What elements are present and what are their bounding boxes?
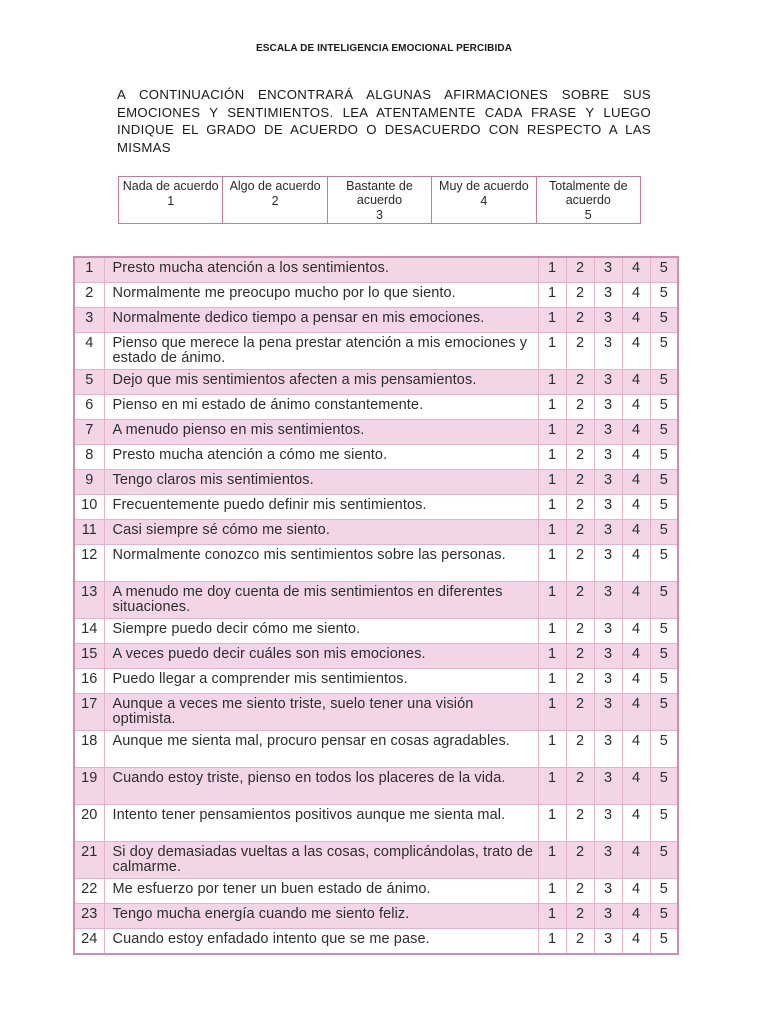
rating-option-4[interactable]: 4 xyxy=(622,520,650,545)
item-row xyxy=(74,470,678,495)
rating-option-3[interactable]: 3 xyxy=(594,929,622,955)
rating-option-2[interactable]: 2 xyxy=(566,520,594,545)
rating-option-4[interactable]: 4 xyxy=(622,395,650,420)
item-row xyxy=(74,768,678,805)
instructions-paragraph: A CONTINUACIÓN ENCONTRARÁ ALGUNAS AFIRMACIONES SOBRE SUS EMOCIONES Y SENTIMIENTOS. LEA ATENTAMENTE CADA FRASE Y LUEGO INDIQUE EL GRADO DE ACUERDO O DESACUERDO CON RESPECTO A LAS MISMAS xyxy=(117,87,651,155)
rating-option-1[interactable]: 1 xyxy=(538,694,566,731)
scale-value: 4 xyxy=(480,194,488,208)
rating-option-4[interactable]: 4 xyxy=(622,904,650,929)
rating-option-4[interactable]: 4 xyxy=(622,495,650,520)
rating-option-4[interactable]: 4 xyxy=(622,731,650,768)
rating-option-3[interactable]: 3 xyxy=(594,619,622,644)
item-row xyxy=(74,669,678,694)
item-statement: Aunque a veces me siento triste, suelo tener una visión optimista. xyxy=(104,694,538,731)
item-number: 3 xyxy=(74,308,104,333)
item-number: 13 xyxy=(74,582,104,619)
rating-option-2[interactable]: 2 xyxy=(566,257,594,283)
item-statement: Tengo mucha energía cuando me siento feliz. xyxy=(104,904,538,929)
rating-option-1[interactable]: 1 xyxy=(538,669,566,694)
item-statement: A veces puedo decir cuáles son mis emociones. xyxy=(104,644,538,669)
rating-option-2[interactable]: 2 xyxy=(566,582,594,619)
rating-option-5[interactable]: 5 xyxy=(650,420,678,445)
scale-label: Muy de acuerdo xyxy=(439,179,529,193)
rating-option-1[interactable]: 1 xyxy=(538,768,566,805)
rating-option-2[interactable]: 2 xyxy=(566,370,594,395)
item-number: 18 xyxy=(74,731,104,768)
item-row xyxy=(74,333,678,370)
rating-option-1[interactable]: 1 xyxy=(538,283,566,308)
rating-option-1[interactable]: 1 xyxy=(538,582,566,619)
item-number: 15 xyxy=(74,644,104,669)
rating-option-3[interactable]: 3 xyxy=(594,731,622,768)
item-row xyxy=(74,308,678,333)
item-number: 24 xyxy=(74,929,104,955)
scale-row xyxy=(119,177,641,224)
item-statement: Frecuentemente puedo definir mis sentimientos. xyxy=(104,495,538,520)
rating-option-5[interactable]: 5 xyxy=(650,929,678,955)
scale-label: Totalmente de acuerdo xyxy=(549,179,628,207)
rating-option-3[interactable]: 3 xyxy=(594,420,622,445)
item-row xyxy=(74,904,678,929)
rating-option-2[interactable]: 2 xyxy=(566,904,594,929)
rating-option-3[interactable]: 3 xyxy=(594,768,622,805)
rating-option-2[interactable]: 2 xyxy=(566,669,594,694)
item-statement: Pienso que merece la pena prestar atención a mis emociones y estado de ánimo. xyxy=(104,333,538,370)
rating-option-1[interactable]: 1 xyxy=(538,395,566,420)
item-number: 1 xyxy=(74,257,104,283)
scale-value: 5 xyxy=(584,208,592,222)
rating-option-5[interactable]: 5 xyxy=(650,879,678,904)
rating-option-5[interactable]: 5 xyxy=(650,520,678,545)
item-number: 11 xyxy=(74,520,104,545)
item-statement: Casi siempre sé cómo me siento. xyxy=(104,520,538,545)
item-statement: Puedo llegar a comprender mis sentimientos. xyxy=(104,669,538,694)
rating-option-2[interactable]: 2 xyxy=(566,470,594,495)
rating-option-2[interactable]: 2 xyxy=(566,619,594,644)
rating-option-1[interactable]: 1 xyxy=(538,495,566,520)
rating-option-2[interactable]: 2 xyxy=(566,805,594,842)
scale-cell xyxy=(432,177,536,224)
item-row xyxy=(74,879,678,904)
item-statement: A menudo me doy cuenta de mis sentimientos en diferentes situaciones. xyxy=(104,582,538,619)
questionnaire-table xyxy=(73,256,679,955)
rating-option-2[interactable]: 2 xyxy=(566,445,594,470)
item-number: 19 xyxy=(74,768,104,805)
item-statement: Aunque me sienta mal, procuro pensar en cosas agradables. xyxy=(104,731,538,768)
item-row xyxy=(74,520,678,545)
rating-option-4[interactable]: 4 xyxy=(622,619,650,644)
item-number: 10 xyxy=(74,495,104,520)
rating-option-5[interactable]: 5 xyxy=(650,731,678,768)
rating-option-4[interactable]: 4 xyxy=(622,669,650,694)
scale-label: Nada de acuerdo xyxy=(122,179,219,193)
rating-option-4[interactable]: 4 xyxy=(622,445,650,470)
rating-option-3[interactable]: 3 xyxy=(594,669,622,694)
rating-option-4[interactable]: 4 xyxy=(622,257,650,283)
rating-option-3[interactable]: 3 xyxy=(594,370,622,395)
item-row xyxy=(74,731,678,768)
rating-option-5[interactable]: 5 xyxy=(650,308,678,333)
item-statement: Siempre puedo decir cómo me siento. xyxy=(104,619,538,644)
item-statement: Intento tener pensamientos positivos aunque me sienta mal. xyxy=(104,805,538,842)
rating-option-3[interactable]: 3 xyxy=(594,520,622,545)
rating-option-5[interactable]: 5 xyxy=(650,619,678,644)
rating-option-4[interactable]: 4 xyxy=(622,370,650,395)
item-row xyxy=(74,545,678,582)
rating-option-1[interactable]: 1 xyxy=(538,420,566,445)
rating-option-5[interactable]: 5 xyxy=(650,669,678,694)
rating-option-5[interactable]: 5 xyxy=(650,283,678,308)
item-number: 12 xyxy=(74,545,104,582)
rating-option-2[interactable]: 2 xyxy=(566,395,594,420)
item-number: 2 xyxy=(74,283,104,308)
rating-option-3[interactable]: 3 xyxy=(594,283,622,308)
rating-option-3[interactable]: 3 xyxy=(594,904,622,929)
rating-option-4[interactable]: 4 xyxy=(622,879,650,904)
rating-option-5[interactable]: 5 xyxy=(650,545,678,582)
item-number: 22 xyxy=(74,879,104,904)
item-number: 16 xyxy=(74,669,104,694)
item-number: 17 xyxy=(74,694,104,731)
rating-option-2[interactable]: 2 xyxy=(566,495,594,520)
item-row xyxy=(74,370,678,395)
rating-option-5[interactable]: 5 xyxy=(650,470,678,495)
scale-label: Algo de acuerdo xyxy=(229,179,321,193)
item-number: 4 xyxy=(74,333,104,370)
rating-option-5[interactable]: 5 xyxy=(650,904,678,929)
rating-option-1[interactable]: 1 xyxy=(538,445,566,470)
rating-option-3[interactable]: 3 xyxy=(594,333,622,370)
rating-option-1[interactable]: 1 xyxy=(538,470,566,495)
rating-option-4[interactable]: 4 xyxy=(622,805,650,842)
rating-option-5[interactable]: 5 xyxy=(650,842,678,879)
rating-option-2[interactable]: 2 xyxy=(566,420,594,445)
item-statement: Cuando estoy enfadado intento que se me pase. xyxy=(104,929,538,955)
rating-option-4[interactable]: 4 xyxy=(622,644,650,669)
rating-option-4[interactable]: 4 xyxy=(622,308,650,333)
document-title: ESCALA DE INTELIGENCIA EMOCIONAL PERCIBIDA xyxy=(255,43,513,54)
rating-option-4[interactable]: 4 xyxy=(622,842,650,879)
rating-option-5[interactable]: 5 xyxy=(650,805,678,842)
rating-option-3[interactable]: 3 xyxy=(594,495,622,520)
rating-option-5[interactable]: 5 xyxy=(650,445,678,470)
rating-option-1[interactable]: 1 xyxy=(538,842,566,879)
item-row xyxy=(74,694,678,731)
rating-option-2[interactable]: 2 xyxy=(566,545,594,582)
rating-option-5[interactable]: 5 xyxy=(650,370,678,395)
rating-option-1[interactable]: 1 xyxy=(538,333,566,370)
item-row xyxy=(74,420,678,445)
rating-option-2[interactable]: 2 xyxy=(566,694,594,731)
scale-cell xyxy=(327,177,431,224)
rating-option-4[interactable]: 4 xyxy=(622,283,650,308)
rating-option-1[interactable]: 1 xyxy=(538,308,566,333)
rating-option-1[interactable]: 1 xyxy=(538,545,566,582)
item-number: 9 xyxy=(74,470,104,495)
item-statement: Normalmente dedico tiempo a pensar en mis emociones. xyxy=(104,308,538,333)
scale-value: 3 xyxy=(376,208,383,222)
rating-option-4[interactable]: 4 xyxy=(622,582,650,619)
item-statement: Me esfuerzo por tener un buen estado de ánimo. xyxy=(104,879,538,904)
item-row xyxy=(74,582,678,619)
rating-option-3[interactable]: 3 xyxy=(594,694,622,731)
rating-option-5[interactable]: 5 xyxy=(650,257,678,283)
item-number: 23 xyxy=(74,904,104,929)
rating-option-3[interactable]: 3 xyxy=(594,842,622,879)
item-row xyxy=(74,257,678,283)
rating-option-4[interactable]: 4 xyxy=(622,929,650,955)
item-statement: Tengo claros mis sentimientos. xyxy=(104,470,538,495)
item-row xyxy=(74,395,678,420)
item-number: 14 xyxy=(74,619,104,644)
scale-cell xyxy=(119,177,223,224)
rating-option-1[interactable]: 1 xyxy=(538,257,566,283)
rating-option-3[interactable]: 3 xyxy=(594,470,622,495)
item-row xyxy=(74,644,678,669)
rating-option-1[interactable]: 1 xyxy=(538,879,566,904)
item-row xyxy=(74,445,678,470)
rating-option-1[interactable]: 1 xyxy=(538,619,566,644)
rating-option-4[interactable]: 4 xyxy=(622,420,650,445)
rating-option-2[interactable]: 2 xyxy=(566,283,594,308)
rating-option-5[interactable]: 5 xyxy=(650,333,678,370)
item-statement: Presto mucha atención a cómo me siento. xyxy=(104,445,538,470)
item-number: 8 xyxy=(74,445,104,470)
rating-option-2[interactable]: 2 xyxy=(566,768,594,805)
rating-option-5[interactable]: 5 xyxy=(650,694,678,731)
item-number: 21 xyxy=(74,842,104,879)
item-number: 20 xyxy=(74,805,104,842)
item-number: 6 xyxy=(74,395,104,420)
scale-label: Bastante de acuerdo xyxy=(346,179,413,207)
rating-option-5[interactable]: 5 xyxy=(650,495,678,520)
rating-option-3[interactable]: 3 xyxy=(594,644,622,669)
scale-cell xyxy=(223,177,327,224)
rating-option-1[interactable]: 1 xyxy=(538,904,566,929)
rating-option-1[interactable]: 1 xyxy=(538,370,566,395)
rating-option-1[interactable]: 1 xyxy=(538,805,566,842)
item-row xyxy=(74,283,678,308)
rating-option-4[interactable]: 4 xyxy=(622,470,650,495)
rating-option-3[interactable]: 3 xyxy=(594,257,622,283)
rating-option-5[interactable]: 5 xyxy=(650,582,678,619)
rating-option-1[interactable]: 1 xyxy=(538,644,566,669)
rating-option-3[interactable]: 3 xyxy=(594,805,622,842)
rating-option-4[interactable]: 4 xyxy=(622,768,650,805)
scale-value: 2 xyxy=(271,194,279,208)
rating-option-4[interactable]: 4 xyxy=(622,694,650,731)
rating-option-3[interactable]: 3 xyxy=(594,445,622,470)
rating-option-3[interactable]: 3 xyxy=(594,395,622,420)
rating-option-2[interactable]: 2 xyxy=(566,731,594,768)
scale-value: 1 xyxy=(167,194,175,208)
response-scale-table xyxy=(118,176,641,224)
item-statement: Cuando estoy triste, pienso en todos los placeres de la vida. xyxy=(104,768,538,805)
rating-option-2[interactable]: 2 xyxy=(566,879,594,904)
item-number: 7 xyxy=(74,420,104,445)
rating-option-3[interactable]: 3 xyxy=(594,545,622,582)
item-statement: Pienso en mi estado de ánimo constantemente. xyxy=(104,395,538,420)
item-row xyxy=(74,619,678,644)
item-row xyxy=(74,495,678,520)
item-statement: Presto mucha atención a los sentimientos. xyxy=(104,257,538,283)
item-row xyxy=(74,842,678,879)
item-statement: Normalmente me preocupo mucho por lo que siento. xyxy=(104,283,538,308)
rating-option-3[interactable]: 3 xyxy=(594,582,622,619)
item-statement: Si doy demasiadas vueltas a las cosas, complicándolas, trato de calmarme. xyxy=(104,842,538,879)
item-statement: A menudo pienso en mis sentimientos. xyxy=(104,420,538,445)
item-number: 5 xyxy=(74,370,104,395)
rating-option-5[interactable]: 5 xyxy=(650,395,678,420)
rating-option-4[interactable]: 4 xyxy=(622,545,650,582)
scale-cell xyxy=(536,177,640,224)
item-statement: Normalmente conozco mis sentimientos sobre las personas. xyxy=(104,545,538,582)
rating-option-1[interactable]: 1 xyxy=(538,929,566,955)
rating-option-1[interactable]: 1 xyxy=(538,520,566,545)
item-row xyxy=(74,929,678,955)
rating-option-2[interactable]: 2 xyxy=(566,842,594,879)
item-row xyxy=(74,805,678,842)
rating-option-4[interactable]: 4 xyxy=(622,333,650,370)
rating-option-2[interactable]: 2 xyxy=(566,333,594,370)
rating-option-2[interactable]: 2 xyxy=(566,308,594,333)
rating-option-5[interactable]: 5 xyxy=(650,644,678,669)
rating-option-2[interactable]: 2 xyxy=(566,644,594,669)
rating-option-3[interactable]: 3 xyxy=(594,308,622,333)
rating-option-3[interactable]: 3 xyxy=(594,879,622,904)
rating-option-5[interactable]: 5 xyxy=(650,768,678,805)
rating-option-2[interactable]: 2 xyxy=(566,929,594,955)
rating-option-1[interactable]: 1 xyxy=(538,731,566,768)
item-statement: Dejo que mis sentimientos afecten a mis pensamientos. xyxy=(104,370,538,395)
